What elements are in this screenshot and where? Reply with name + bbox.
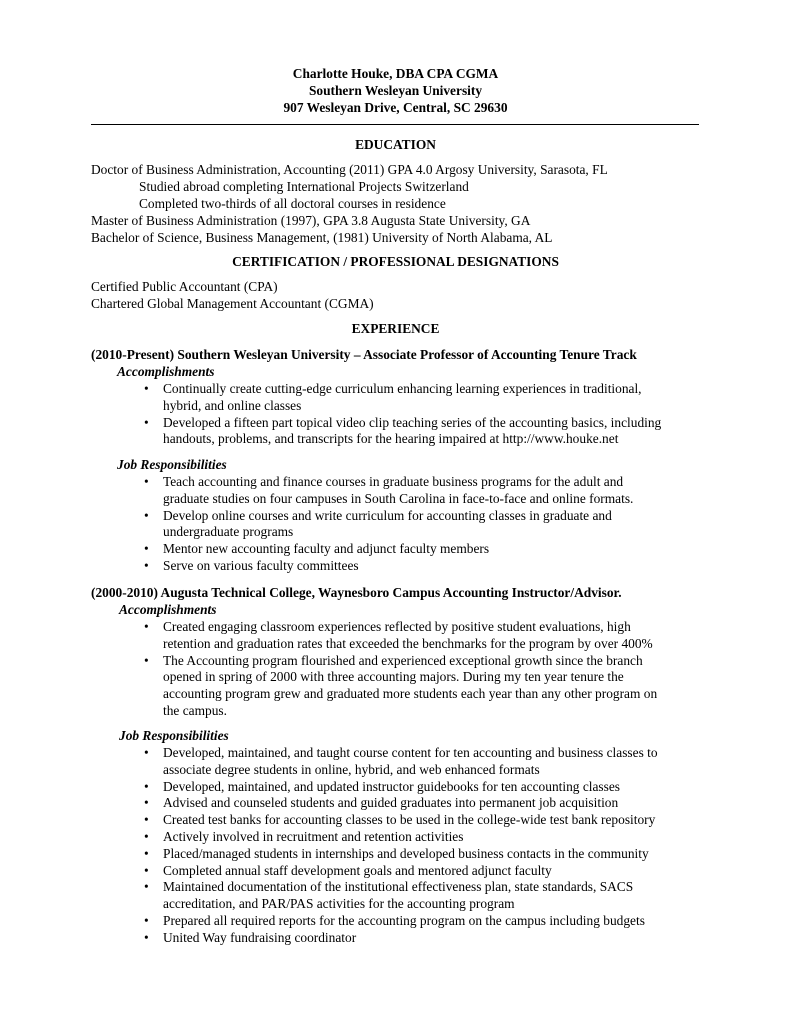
bullet-icon: • bbox=[144, 541, 149, 557]
bullet-icon: • bbox=[144, 619, 149, 634]
resume-institution: Southern Wesleyan University bbox=[308, 83, 483, 98]
education-line: Studied abroad completing International Projects Switzerland bbox=[139, 179, 469, 194]
responsibilities-label: Job Responsibilities bbox=[117, 457, 227, 472]
certification-line: Certified Public Accountant (CPA) bbox=[91, 279, 278, 294]
accomplishments-list bbox=[144, 381, 662, 448]
accomplishments-list bbox=[144, 619, 658, 720]
list-item: • Developed, maintained, and taught course content for ten accounting and business classes to associate degree students in online, hybrid, and web enhanced formats bbox=[144, 745, 658, 777]
list-item: • Completed annual staff development goals and mentored adjunct faculty bbox=[144, 862, 552, 878]
bullet-icon: • bbox=[144, 845, 149, 861]
bullet-icon: • bbox=[144, 862, 149, 878]
list-item: • Maintained documentation of the institutional effectiveness plan, state standards, SACS accreditation, and PAR/PAS activities for the accounting program bbox=[144, 879, 634, 912]
list-item: • Advised and counseled students and guided graduates into permanent job acquisition bbox=[144, 795, 619, 811]
list-item: • Serve on various faculty committees bbox=[144, 557, 359, 573]
bullet-icon: • bbox=[144, 828, 149, 844]
experience-heading: EXPERIENCE bbox=[351, 321, 440, 336]
list-item: • Developed a fifteen part topical video clip teaching series of the accounting basics, including handouts, problems, and transcripts for the hearing impaired at http://www.houke.net bbox=[144, 414, 662, 447]
resume-address: 907 Wesleyan Drive, Central, SC 29630 bbox=[283, 100, 508, 115]
bullet-icon: • bbox=[144, 745, 149, 760]
list-item: • Placed/managed students in internships and developed business contacts in the community bbox=[144, 845, 649, 861]
education-line: Master of Business Administration (1997), GPA 3.8 Augusta State University, GA bbox=[91, 213, 531, 228]
bullet-icon: • bbox=[144, 652, 149, 668]
certification-line: Chartered Global Management Accountant (CGMA) bbox=[91, 296, 374, 311]
education-heading: EDUCATION bbox=[355, 137, 436, 152]
bullet-icon: • bbox=[144, 929, 149, 945]
bullet-icon: • bbox=[144, 795, 149, 811]
list-item: • Created engaging classroom experiences reflected by positive student evaluations, high retention and graduation rates that exceeded the benchmarks for the program by over 400% bbox=[144, 619, 653, 651]
education-line: Completed two-thirds of all doctoral courses in residence bbox=[139, 196, 446, 211]
bullet-icon: • bbox=[144, 381, 149, 396]
list-item: • Developed, maintained, and updated instructor guidebooks for ten accounting classes bbox=[144, 778, 621, 794]
list-item: • Prepared all required reports for the accounting program on the campus including budgets bbox=[144, 912, 645, 928]
list-item: • Continually create cutting-edge curriculum enhancing learning experiences in traditional, hybrid, and online classes bbox=[144, 381, 642, 413]
list-item: • Develop online courses and write curriculum for accounting classes in graduate and undergraduate programs bbox=[144, 507, 612, 540]
bullet-icon: • bbox=[144, 912, 149, 928]
certification-heading: CERTIFICATION / PROFESSIONAL DESIGNATIONS bbox=[232, 254, 559, 269]
responsibilities-list bbox=[144, 745, 658, 947]
list-item: • Actively involved in recruitment and retention activities bbox=[144, 828, 464, 844]
list-item: • Mentor new accounting faculty and adjunct faculty members bbox=[144, 541, 490, 557]
accomplishments-label: Accomplishments bbox=[119, 602, 217, 617]
education-line: Bachelor of Science, Business Management, (1981) University of North Alabama, AL bbox=[91, 230, 553, 245]
bullet-icon: • bbox=[144, 778, 149, 794]
responsibilities-label: Job Responsibilities bbox=[119, 728, 229, 743]
responsibilities-list bbox=[144, 474, 634, 575]
list-item: • United Way fundraising coordinator bbox=[144, 929, 357, 945]
education-line: Doctor of Business Administration, Accounting (2011) GPA 4.0 Argosy University, Sarasota, FL bbox=[91, 162, 608, 177]
bullet-icon: • bbox=[144, 879, 149, 895]
bullet-icon: • bbox=[144, 474, 149, 489]
bullet-icon: • bbox=[144, 414, 149, 430]
list-item: • Teach accounting and finance courses in graduate business programs for the adult and graduate studies on four campuses in South Carolina in face-to-face and online formats. bbox=[144, 474, 634, 506]
accomplishments-label: Accomplishments bbox=[117, 364, 215, 379]
bullet-icon: • bbox=[144, 507, 149, 523]
job-heading: (2010-Present) Southern Wesleyan University – Associate Professor of Accounting Tenure Track bbox=[91, 347, 637, 362]
header-divider bbox=[91, 124, 699, 125]
list-item: • The Accounting program flourished and experienced exceptional growth since the branch opened in spring of 2000 with three accounting majors. During my ten year tenure the accounting program grew and graduated more students each year than any other program on the campus. bbox=[144, 652, 658, 718]
bullet-icon: • bbox=[144, 557, 149, 573]
bullet-icon: • bbox=[144, 812, 149, 828]
resume-name: Charlotte Houke, DBA CPA CGMA bbox=[292, 66, 499, 81]
list-item: • Created test banks for accounting classes to be used in the college-wide test bank repository bbox=[144, 812, 656, 828]
job-heading: (2000-2010) Augusta Technical College, Waynesboro Campus Accounting Instructor/Advisor. bbox=[91, 585, 622, 600]
